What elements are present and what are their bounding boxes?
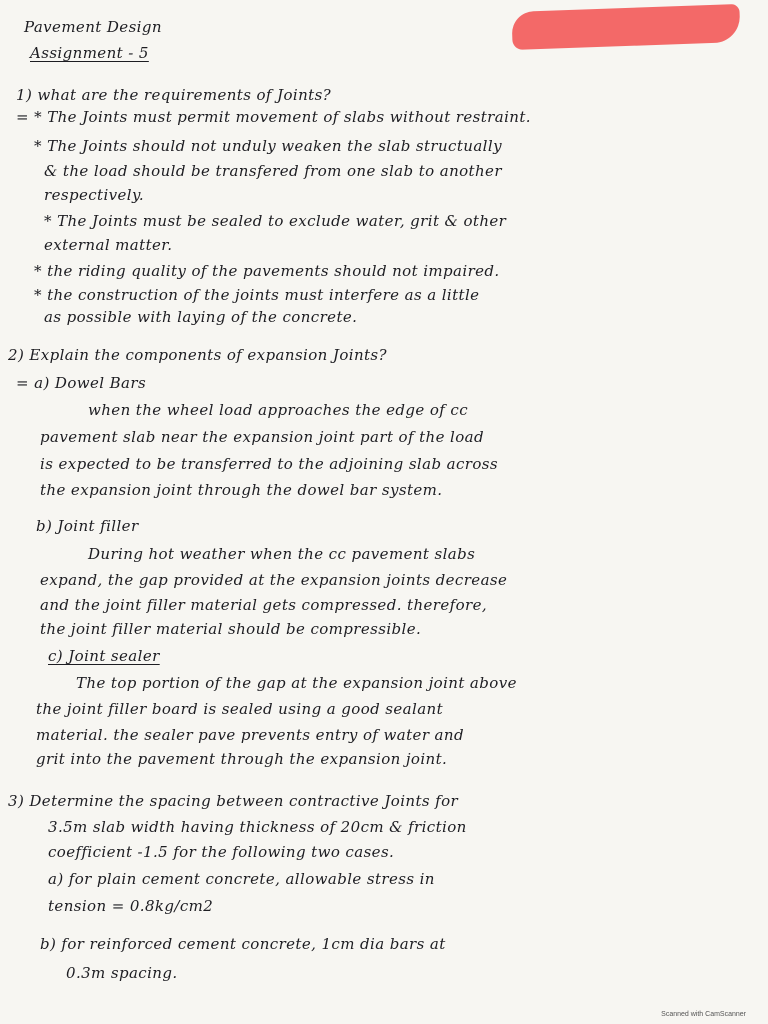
q2-filler-line: During hot weather when the cc pavement slabs [88, 545, 476, 563]
q2-filler-heading: b) Joint filler [36, 517, 139, 535]
q1-point-line: * The Joints should not unduly weaken the slab structually [34, 137, 502, 155]
page-title: Pavement Design [24, 18, 162, 36]
q2-dowel-line: is expected to be transferred to the adjoining slab across [40, 455, 498, 473]
q1-point-line: * the construction of the joints must interfere as a little [34, 286, 480, 304]
scanner-watermark: Scanned with CamScanner [661, 1011, 746, 1018]
q3-line: 3.5m slab width having thickness of 20cm & friction [48, 818, 467, 836]
q1-point-line: respectively. [44, 186, 145, 204]
q2-filler-line: the joint filler material should be compressible. [40, 620, 422, 638]
question-3: 3) Determine the spacing between contractive Joints for [8, 792, 459, 810]
q2-dowel-heading: = a) Dowel Bars [16, 374, 147, 392]
assignment-label: Assignment - 5 [30, 44, 149, 62]
q2-sealer-line: grit into the pavement through the expansion joint. [36, 750, 448, 768]
q2-filler-line: expand, the gap provided at the expansion joints decrease [40, 571, 508, 589]
q1-point-line: = * The Joints must permit movement of slabs without restraint. [16, 108, 531, 126]
question-2: 2) Explain the components of expansion Joints? [8, 346, 387, 364]
q3-line: a) for plain cement concrete, allowable stress in [48, 870, 435, 888]
q2-sealer-line: material. the sealer pave prevents entry of water and [36, 726, 464, 744]
q2-filler-line: and the joint filler material gets compressed. therefore, [40, 596, 488, 614]
q1-point-line: & the load should be transfered from one slab to another [44, 162, 502, 180]
q1-point-line: * the riding quality of the pavements should not impaired. [34, 262, 500, 280]
q2-dowel-line: pavement slab near the expansion joint part of the load [40, 428, 485, 446]
q1-point-line: * The Joints must be sealed to exclude water, grit & other [44, 212, 507, 230]
q3-line: coefficient -1.5 for the following two cases. [48, 843, 395, 861]
q1-point-line: as possible with laying of the concrete. [44, 308, 358, 326]
question-1: 1) what are the requirements of Joints? [16, 86, 332, 104]
q3-line: b) for reinforced cement concrete, 1cm dia bars at [40, 935, 446, 953]
q2-dowel-line: when the wheel load approaches the edge of cc [88, 401, 469, 419]
redaction-mark [511, 4, 740, 50]
q3-line: 0.3m spacing. [66, 964, 178, 982]
q3-line: tension = 0.8kg/cm2 [48, 897, 214, 915]
q2-sealer-line: The top portion of the gap at the expansion joint above [76, 674, 517, 692]
q2-sealer-line: the joint filler board is sealed using a good sealant [36, 700, 444, 718]
q2-dowel-line: the expansion joint through the dowel bar system. [40, 481, 443, 499]
q1-point-line: external matter. [44, 236, 173, 254]
q2-sealer-heading: c) Joint sealer [48, 647, 160, 665]
